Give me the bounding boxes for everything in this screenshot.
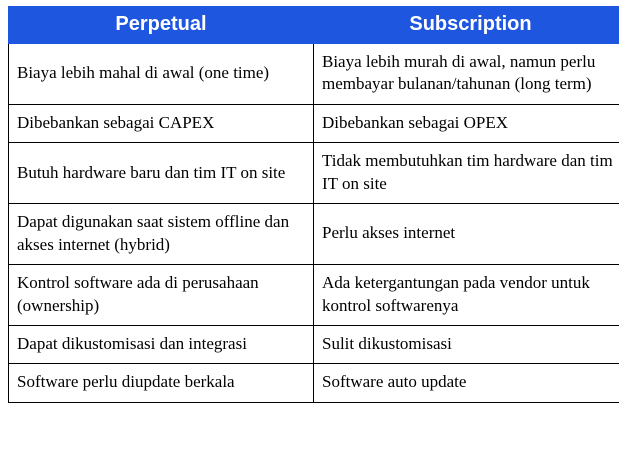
cell-perpetual: Dibebankan sebagai CAPEX: [9, 104, 314, 142]
table-row: [9, 143, 619, 204]
cell-perpetual: Software perlu diupdate berkala: [9, 364, 314, 402]
table-header-row: [9, 7, 619, 44]
cell-subscription: Software auto update: [314, 364, 619, 402]
cell-subscription: Biaya lebih murah di awal, namun perlu membayar bulanan/tahunan (long term): [314, 44, 619, 105]
table-row: [9, 104, 619, 142]
cell-perpetual: Butuh hardware baru dan tim IT on site: [9, 143, 314, 204]
cell-subscription: Ada ketergantungan pada vendor untuk kontrol softwarenya: [314, 265, 619, 326]
table-header: [9, 7, 619, 44]
cell-perpetual: Dapat digunakan saat sistem offline dan akses internet (hybrid): [9, 204, 314, 265]
cell-perpetual: Kontrol software ada di perusahaan (ownership): [9, 265, 314, 326]
cell-perpetual: Dapat dikustomisasi dan integrasi: [9, 325, 314, 363]
column-header-subscription: Subscription: [314, 7, 619, 44]
cell-subscription: Dibebankan sebagai OPEX: [314, 104, 619, 142]
cell-subscription: Perlu akses internet: [314, 204, 619, 265]
cell-subscription: Sulit dikustomisasi: [314, 325, 619, 363]
table-body: [9, 44, 619, 403]
table-row: [9, 325, 619, 363]
table-row: [9, 204, 619, 265]
cell-subscription: Tidak membutuhkan tim hardware dan tim IT on site: [314, 143, 619, 204]
comparison-table: [8, 6, 619, 403]
table-row: [9, 265, 619, 326]
table-row: [9, 44, 619, 105]
cell-perpetual: Biaya lebih mahal di awal (one time): [9, 44, 314, 105]
table-row: [9, 364, 619, 402]
column-header-perpetual: Perpetual: [9, 7, 314, 44]
